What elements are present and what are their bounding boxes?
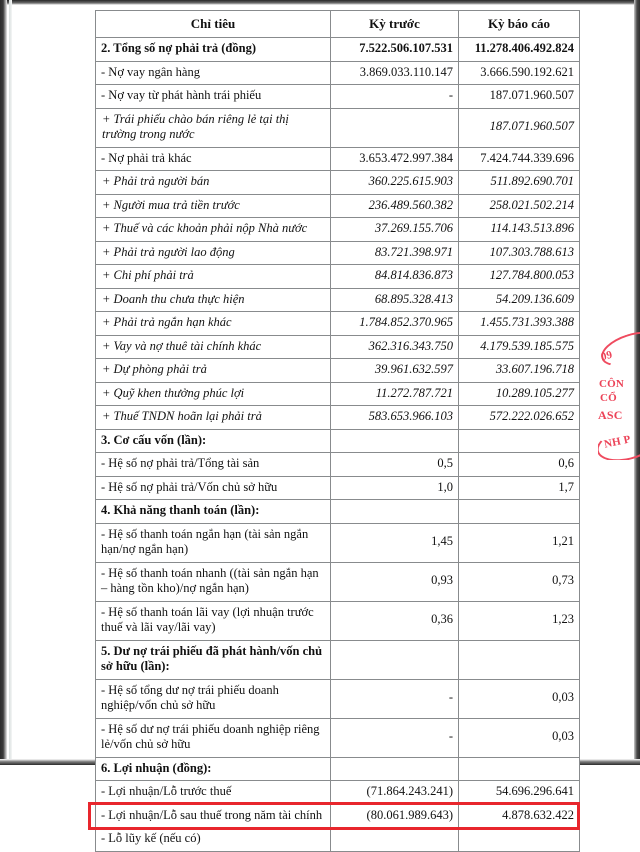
row-label: + Quỹ khen thưởng phúc lợi [96, 382, 331, 406]
seal-fragment-4: NH P [603, 433, 632, 451]
row-label: - Hệ số thanh toán ngắn hạn (tài sản ngắn hạn/nợ ngắn hạn) [96, 523, 331, 562]
scan-edge-top [0, 0, 640, 5]
row-value-previous-period [331, 429, 459, 453]
row-value-previous-period: 360.225.615.903 [331, 171, 459, 195]
row-value-reporting-period: 572.222.026.652 [459, 406, 580, 430]
row-value-previous-period: 1,45 [331, 523, 459, 562]
row-value-reporting-period [459, 640, 580, 679]
row-value-previous-period: 84.814.836.873 [331, 265, 459, 289]
table-row [96, 85, 580, 109]
row-value-reporting-period: 511.892.690.701 [459, 171, 580, 195]
row-label: - Hệ số nợ phải trả/Vốn chủ sở hữu [96, 476, 331, 500]
row-label: - Lợi nhuận/Lỗ sau thuế trong năm tài chính [96, 804, 331, 828]
table-row [96, 429, 580, 453]
row-value-previous-period: 0,93 [331, 562, 459, 601]
row-value-previous-period: - [331, 85, 459, 109]
column-header-previous-period: Kỳ trước [331, 11, 459, 38]
seal-fragment-2: CỔ [600, 392, 617, 404]
table-row [96, 38, 580, 62]
row-label: - Nợ vay từ phát hành trái phiếu [96, 85, 331, 109]
row-value-reporting-period: 4.878.632.422 [459, 804, 580, 828]
row-value-reporting-period: 107.303.788.613 [459, 241, 580, 265]
row-value-reporting-period: 127.784.800.053 [459, 265, 580, 289]
row-value-previous-period: 68.895.328.413 [331, 288, 459, 312]
table-row [96, 265, 580, 289]
row-label: 2. Tổng số nợ phải trả (đồng) [96, 38, 331, 62]
table-row [96, 523, 580, 562]
row-value-reporting-period [459, 828, 580, 852]
row-value-previous-period [331, 757, 459, 781]
row-label: 4. Khả năng thanh toán (lần): [96, 500, 331, 524]
table-row [96, 453, 580, 477]
row-value-previous-period: (80.061.989.643) [331, 804, 459, 828]
row-value-reporting-period: 1.455.731.393.388 [459, 312, 580, 336]
row-value-reporting-period [459, 429, 580, 453]
row-label: + Phải trả ngắn hạn khác [96, 312, 331, 336]
table-row [96, 194, 580, 218]
column-header-label: Chỉ tiêu [96, 11, 331, 38]
table-row [96, 335, 580, 359]
row-label: + Doanh thu chưa thực hiện [96, 288, 331, 312]
row-label: - Hệ số nợ phải trả/Tổng tài sản [96, 453, 331, 477]
scan-edge-left [0, 0, 7, 765]
row-label: - Hệ số thanh toán lãi vay (lợi nhuận trước thuế và lãi vay/lãi vay) [96, 601, 331, 640]
row-label: + Người mua trả tiền trước [96, 194, 331, 218]
table-row [96, 171, 580, 195]
row-label: + Phải trả người lao động [96, 241, 331, 265]
table-row [96, 406, 580, 430]
table-row [96, 218, 580, 242]
table-row [96, 640, 580, 679]
financial-table [95, 10, 580, 852]
row-value-reporting-period [459, 500, 580, 524]
table-row [96, 108, 580, 147]
table-row [96, 828, 580, 852]
row-label: + Trái phiếu chào bán riêng lẻ tại thị trường trong nước [96, 108, 331, 147]
seal-fragment-0: 09 [599, 348, 614, 364]
row-label: + Phải trả người bán [96, 171, 331, 195]
row-value-previous-period: 362.316.343.750 [331, 335, 459, 359]
row-value-previous-period: 236.489.560.382 [331, 194, 459, 218]
row-value-previous-period: 37.269.155.706 [331, 218, 459, 242]
scan-edge-right [634, 0, 640, 765]
table-row [96, 147, 580, 171]
row-value-reporting-period: 114.143.513.896 [459, 218, 580, 242]
row-label: - Nợ phải trả khác [96, 147, 331, 171]
row-value-reporting-period: 10.289.105.277 [459, 382, 580, 406]
row-value-previous-period: 3.653.472.997.384 [331, 147, 459, 171]
row-value-previous-period: 11.272.787.721 [331, 382, 459, 406]
row-value-reporting-period: 258.021.502.214 [459, 194, 580, 218]
row-value-reporting-period: 0,6 [459, 453, 580, 477]
row-label: - Nợ vay ngân hàng [96, 61, 331, 85]
row-value-previous-period: 3.869.033.110.147 [331, 61, 459, 85]
table-row [96, 757, 580, 781]
row-value-reporting-period: 0,73 [459, 562, 580, 601]
row-value-previous-period [331, 500, 459, 524]
row-label: - Lỗ lũy kế (nếu có) [96, 828, 331, 852]
row-label: 5. Dư nợ trái phiếu đã phát hành/vốn chủ sở hữu (lần): [96, 640, 331, 679]
row-label: - Hệ số dư nợ trái phiếu doanh nghiệp riêng lẻ/vốn chủ sở hữu [96, 718, 331, 757]
row-label: 3. Cơ cấu vốn (lần): [96, 429, 331, 453]
row-label: + Dự phòng phải trả [96, 359, 331, 383]
table-row [96, 562, 580, 601]
table-row [96, 476, 580, 500]
row-value-reporting-period: 1,23 [459, 601, 580, 640]
row-value-reporting-period: 54.696.296.641 [459, 781, 580, 805]
row-value-previous-period: 0,36 [331, 601, 459, 640]
row-value-reporting-period: 11.278.406.492.824 [459, 38, 580, 62]
row-value-reporting-period: 33.607.196.718 [459, 359, 580, 383]
table-row [96, 288, 580, 312]
row-label: - Hệ số tổng dư nợ trái phiếu doanh nghiệp/vốn chủ sở hữu [96, 679, 331, 718]
row-label: - Lợi nhuận/Lỗ trước thuế [96, 781, 331, 805]
table-row [96, 359, 580, 383]
table-row [96, 61, 580, 85]
row-value-reporting-period: 0,03 [459, 679, 580, 718]
row-value-reporting-period: 0,03 [459, 718, 580, 757]
row-label: + Vay và nợ thuê tài chính khác [96, 335, 331, 359]
seal-fragment-3: ASC [598, 408, 623, 422]
row-value-previous-period: 83.721.398.971 [331, 241, 459, 265]
table-header [96, 11, 580, 38]
row-value-reporting-period: 3.666.590.192.621 [459, 61, 580, 85]
row-value-previous-period: - [331, 718, 459, 757]
row-value-previous-period: - [331, 679, 459, 718]
row-value-previous-period [331, 828, 459, 852]
table-row [96, 781, 580, 805]
row-label: + Thuế và các khoản phải nộp Nhà nước [96, 218, 331, 242]
scan-edge-left-secondary [9, 0, 12, 765]
row-label: 6. Lợi nhuận (đồng): [96, 757, 331, 781]
row-value-reporting-period: 54.209.136.609 [459, 288, 580, 312]
row-value-previous-period: 39.961.632.597 [331, 359, 459, 383]
row-label: + Thuế TNDN hoãn lại phải trả [96, 406, 331, 430]
table-row [96, 312, 580, 336]
row-value-reporting-period: 4.179.539.185.575 [459, 335, 580, 359]
row-value-reporting-period: 7.424.744.339.696 [459, 147, 580, 171]
table-body [96, 38, 580, 852]
table-row [96, 601, 580, 640]
row-value-previous-period [331, 108, 459, 147]
seal-fragment-1: CÔN [599, 378, 625, 390]
row-value-previous-period: 0,5 [331, 453, 459, 477]
table-row [96, 718, 580, 757]
table-row [96, 241, 580, 265]
row-value-previous-period: 7.522.506.107.531 [331, 38, 459, 62]
row-value-reporting-period: 1,7 [459, 476, 580, 500]
row-value-previous-period: 1.784.852.370.965 [331, 312, 459, 336]
table-header-row [96, 11, 580, 38]
column-header-reporting-period: Kỳ báo cáo [459, 11, 580, 38]
row-value-previous-period [331, 640, 459, 679]
table-row [96, 382, 580, 406]
row-label: + Chi phí phải trả [96, 265, 331, 289]
row-value-reporting-period: 1,21 [459, 523, 580, 562]
row-value-reporting-period: 187.071.960.507 [459, 85, 580, 109]
table-row [96, 500, 580, 524]
row-label: - Hệ số thanh toán nhanh ((tài sản ngắn hạn – hàng tồn kho)/nợ ngắn hạn) [96, 562, 331, 601]
row-value-previous-period: 583.653.966.103 [331, 406, 459, 430]
row-value-previous-period: 1,0 [331, 476, 459, 500]
row-value-previous-period: (71.864.243.241) [331, 781, 459, 805]
table-row [96, 679, 580, 718]
row-value-reporting-period [459, 757, 580, 781]
table-row [96, 804, 580, 828]
row-value-reporting-period: 187.071.960.507 [459, 108, 580, 147]
financial-table-container [95, 10, 579, 852]
